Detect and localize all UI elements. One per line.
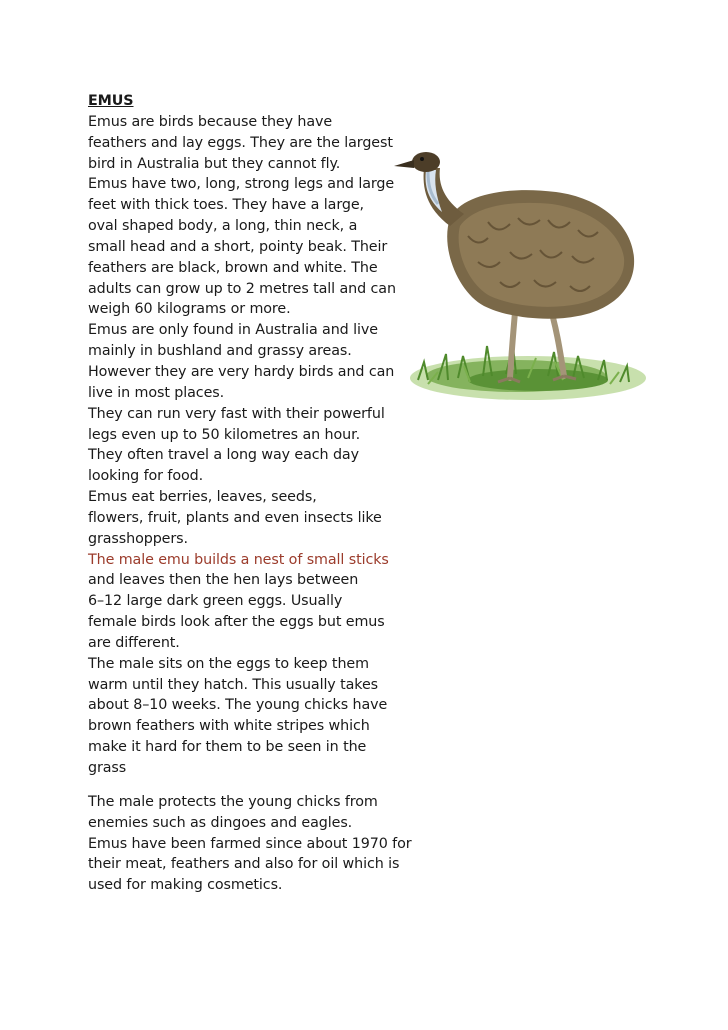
text-line: female birds look after the eggs but emus (88, 614, 385, 631)
emu-illustration (388, 140, 658, 410)
text-line: Emus are birds because they have (88, 113, 333, 130)
paragraph-block-1 (88, 112, 418, 550)
paragraph-block-3 (88, 792, 418, 896)
paragraph-gap (88, 779, 418, 792)
text-line: Emus have been farmed since about 1970 for (88, 835, 412, 852)
text-line: brown feathers with white stripes which (88, 718, 370, 735)
text-line: live in most places. (88, 384, 225, 401)
document-title: EMUS (88, 93, 134, 109)
text-line: oval shaped body, a long, thin neck, a (88, 218, 358, 235)
text-line: feathers are black, brown and white. The (88, 259, 378, 276)
text-line: The male protects the young chicks from (88, 793, 378, 810)
text-line: Emus have two, long, strong legs and large (88, 176, 395, 193)
emu-body (447, 190, 634, 319)
text-line: grasshoppers. (88, 530, 188, 547)
text-line: They can run very fast with their powerful (88, 405, 385, 422)
text-line: The male sits on the eggs to keep them (88, 655, 369, 672)
text-line: used for making cosmetics. (88, 877, 283, 894)
text-line: 6–12 large dark green eggs. Usually (88, 593, 343, 610)
grass-tuft (410, 346, 646, 400)
text-line: are different. (88, 634, 180, 651)
text-line: legs even up to 50 kilometres an hour. (88, 426, 361, 443)
text-line: weigh 60 kilograms or more. (88, 301, 291, 318)
text-line: feathers and lay eggs. They are the largest (88, 134, 393, 151)
text-line: their meat, feathers and also for oil which is (88, 856, 400, 873)
highlighted-line: The male emu builds a nest of small sticks (88, 551, 389, 568)
paragraph-block-2 (88, 570, 418, 778)
text-line: grass (88, 760, 127, 776)
text-line: mainly in bushland and grassy areas. (88, 343, 352, 360)
text-line: bird in Australia but they cannot fly. (88, 155, 341, 172)
text-line: about 8–10 weeks. The young chicks have (88, 697, 388, 714)
text-line: Emus are only found in Australia and live (88, 322, 378, 339)
text-line: warm until they hatch. This usually takes (88, 676, 378, 693)
text-line: and leaves then the hen lays between (88, 572, 359, 589)
document-body (88, 91, 418, 896)
text-line: They often travel a long way each day (88, 447, 359, 464)
text-line: adults can grow up to 2 metres tall and can (88, 280, 396, 297)
text-line: However they are very hardy birds and can (88, 363, 395, 380)
text-line: flowers, fruit, plants and even insects like (88, 509, 382, 526)
text-line: feet with thick toes. They have a large, (88, 197, 364, 214)
text-line: make it hard for them to be seen in the (88, 739, 367, 756)
text-line: Emus eat berries, leaves, seeds, (88, 489, 317, 506)
text-line: small head and a short, pointy beak. Their (88, 238, 388, 255)
emu-neck-head (394, 152, 464, 226)
text-line: enemies such as dingoes and eagles. (88, 814, 353, 831)
text-line: looking for food. (88, 468, 204, 485)
